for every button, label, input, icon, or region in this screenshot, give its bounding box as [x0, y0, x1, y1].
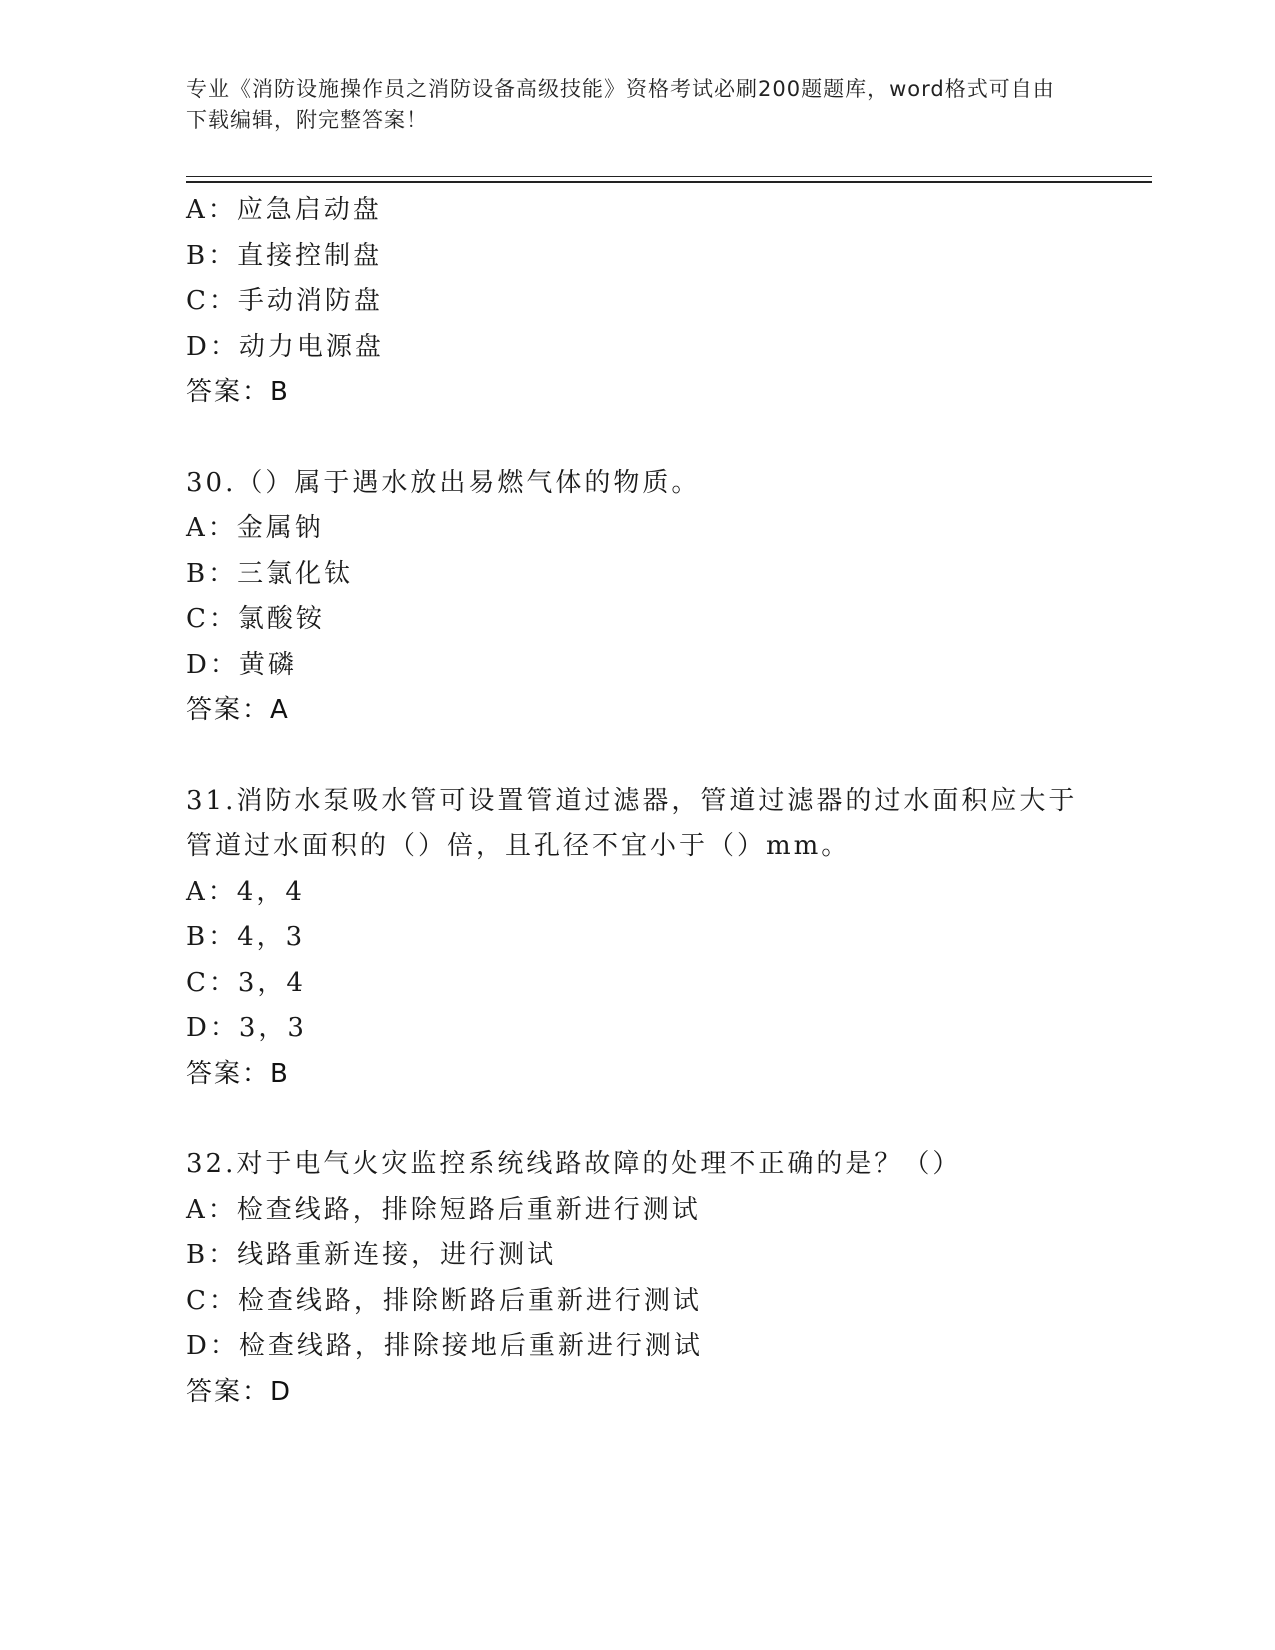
option-d: D：3，3 — [186, 1013, 307, 1043]
option-d: D：检查线路，排除接地后重新进行测试 — [186, 1331, 703, 1361]
option-c: C：3，4 — [186, 967, 306, 998]
option-c: C：检查线路，排除断路后重新进行测试 — [186, 1285, 702, 1316]
answer-line: 答案：B — [186, 377, 290, 407]
document-header: 专业《消防设施操作员之消防设备高级技能》资格考试必刷200题题库，word格式可自由下载编辑，附完整答案！ — [186, 77, 1055, 132]
question-31 — [186, 779, 1086, 1098]
option-b: B：线路重新连接，进行测试 — [186, 1240, 557, 1270]
option-a: A：4，4 — [186, 876, 305, 907]
question-32 — [186, 1142, 1086, 1415]
question-stem: 31.消防水泵吸水管可设置管道过滤器，管道过滤器的过水面积应大于 — [186, 785, 1078, 816]
question-stem-continued: 管道过水面积的（）倍，且孔径不宜小于（）mm。 — [186, 831, 851, 861]
option-b: B：直接控制盘 — [186, 240, 383, 271]
answer-line: 答案：B — [186, 1058, 290, 1089]
answer-line: 答案：D — [186, 1376, 293, 1407]
option-a: A：检查线路，排除短路后重新进行测试 — [186, 1194, 701, 1225]
question-stem: 30.（）属于遇水放出易燃气体的物质。 — [186, 467, 701, 498]
option-b: B：三氯化钛 — [186, 558, 354, 589]
option-a: A：金属钠 — [186, 513, 324, 543]
header-divider-thin — [186, 176, 1152, 177]
option-a: A：应急启动盘 — [186, 195, 382, 225]
answer-line: 答案：A — [186, 695, 290, 725]
option-d: D：动力电源盘 — [186, 331, 384, 362]
header-divider-thick — [186, 181, 1152, 183]
option-c: C：手动消防盘 — [186, 286, 383, 316]
question-list — [186, 188, 1086, 1415]
question-30 — [186, 461, 1086, 734]
option-c: C：氯酸铵 — [186, 604, 325, 634]
option-b: B：4，3 — [186, 922, 306, 952]
question-29-continued — [186, 188, 1086, 416]
question-stem: 32.对于电气火灾监控系统线路故障的处理不正确的是？（） — [186, 1149, 962, 1179]
option-d: D：黄磷 — [186, 649, 297, 680]
